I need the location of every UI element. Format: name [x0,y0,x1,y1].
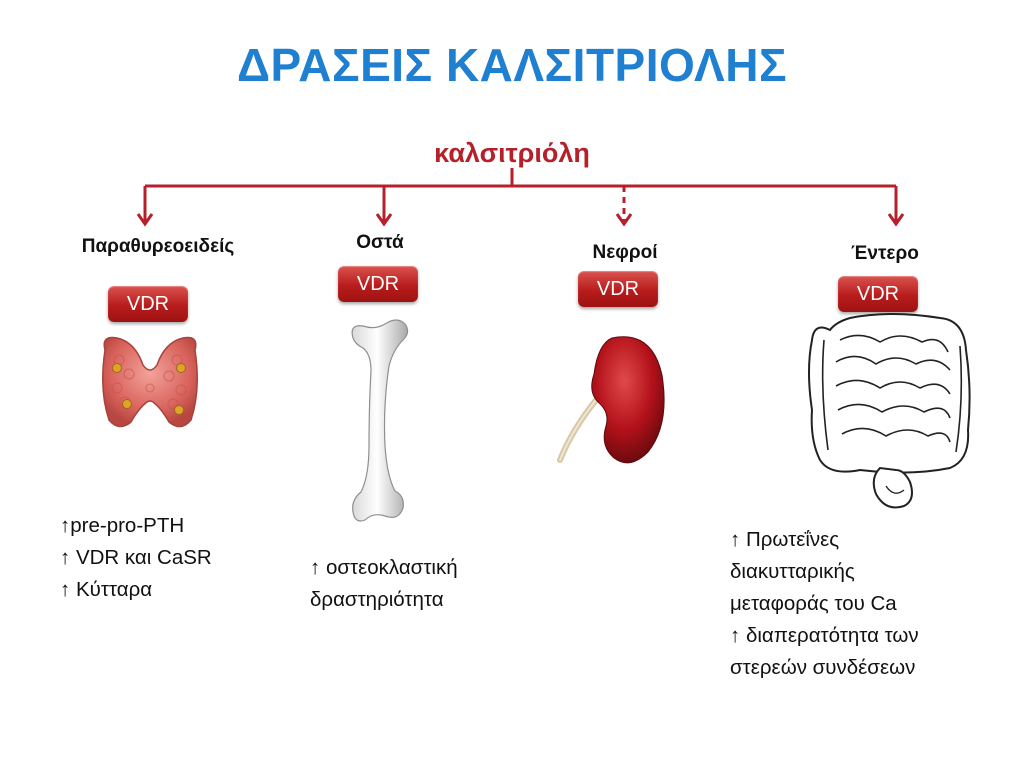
slide-title: ΔΡΑΣΕΙΣ ΚΑΛΣΙΤΡΙΟΛΗΣ [236,39,788,91]
effect-line: στερεών συνδέσεων [730,656,916,679]
bone-icon [345,316,425,526]
effect-line: ↑ Πρωτεΐνες [730,528,840,551]
vdr-badge-parathyroid: VDR [108,286,188,322]
effect-line: δραστηριότητα [310,588,444,611]
effects-intestine [730,524,919,684]
organ-label-parathyroid: Παραθυρεοειδείς [81,236,235,257]
effects-parathyroid [60,510,212,606]
effect-line: ↑ VDR και CaSR [60,546,212,569]
effect-line: ↑ οστεοκλαστική [310,556,458,579]
vdr-badge-intestine: VDR [838,276,918,312]
effects-bone [310,552,458,616]
organ-label-intestine: Έντερο [851,243,919,264]
effect-line: μεταφοράς του Ca [730,592,897,615]
root-node-label: καλσιτριόλη [434,138,590,168]
vdr-badge-kidney: VDR [578,271,658,307]
kidney-icon [552,330,672,470]
effect-line: ↑ διαπερατότητα των [730,624,919,647]
intestine-icon [800,300,980,515]
vdr-badge-bone: VDR [338,266,418,302]
effect-line: ↑pre-pro-PTH [60,514,185,537]
effect-line: ↑ Κύτταρα [60,578,153,601]
parathyroid-gland-icon [95,330,205,435]
organ-label-kidney: Νεφροί [592,242,658,263]
organ-label-bone: Οστά [356,232,404,253]
effect-line: διακυτταρικής [730,560,855,583]
